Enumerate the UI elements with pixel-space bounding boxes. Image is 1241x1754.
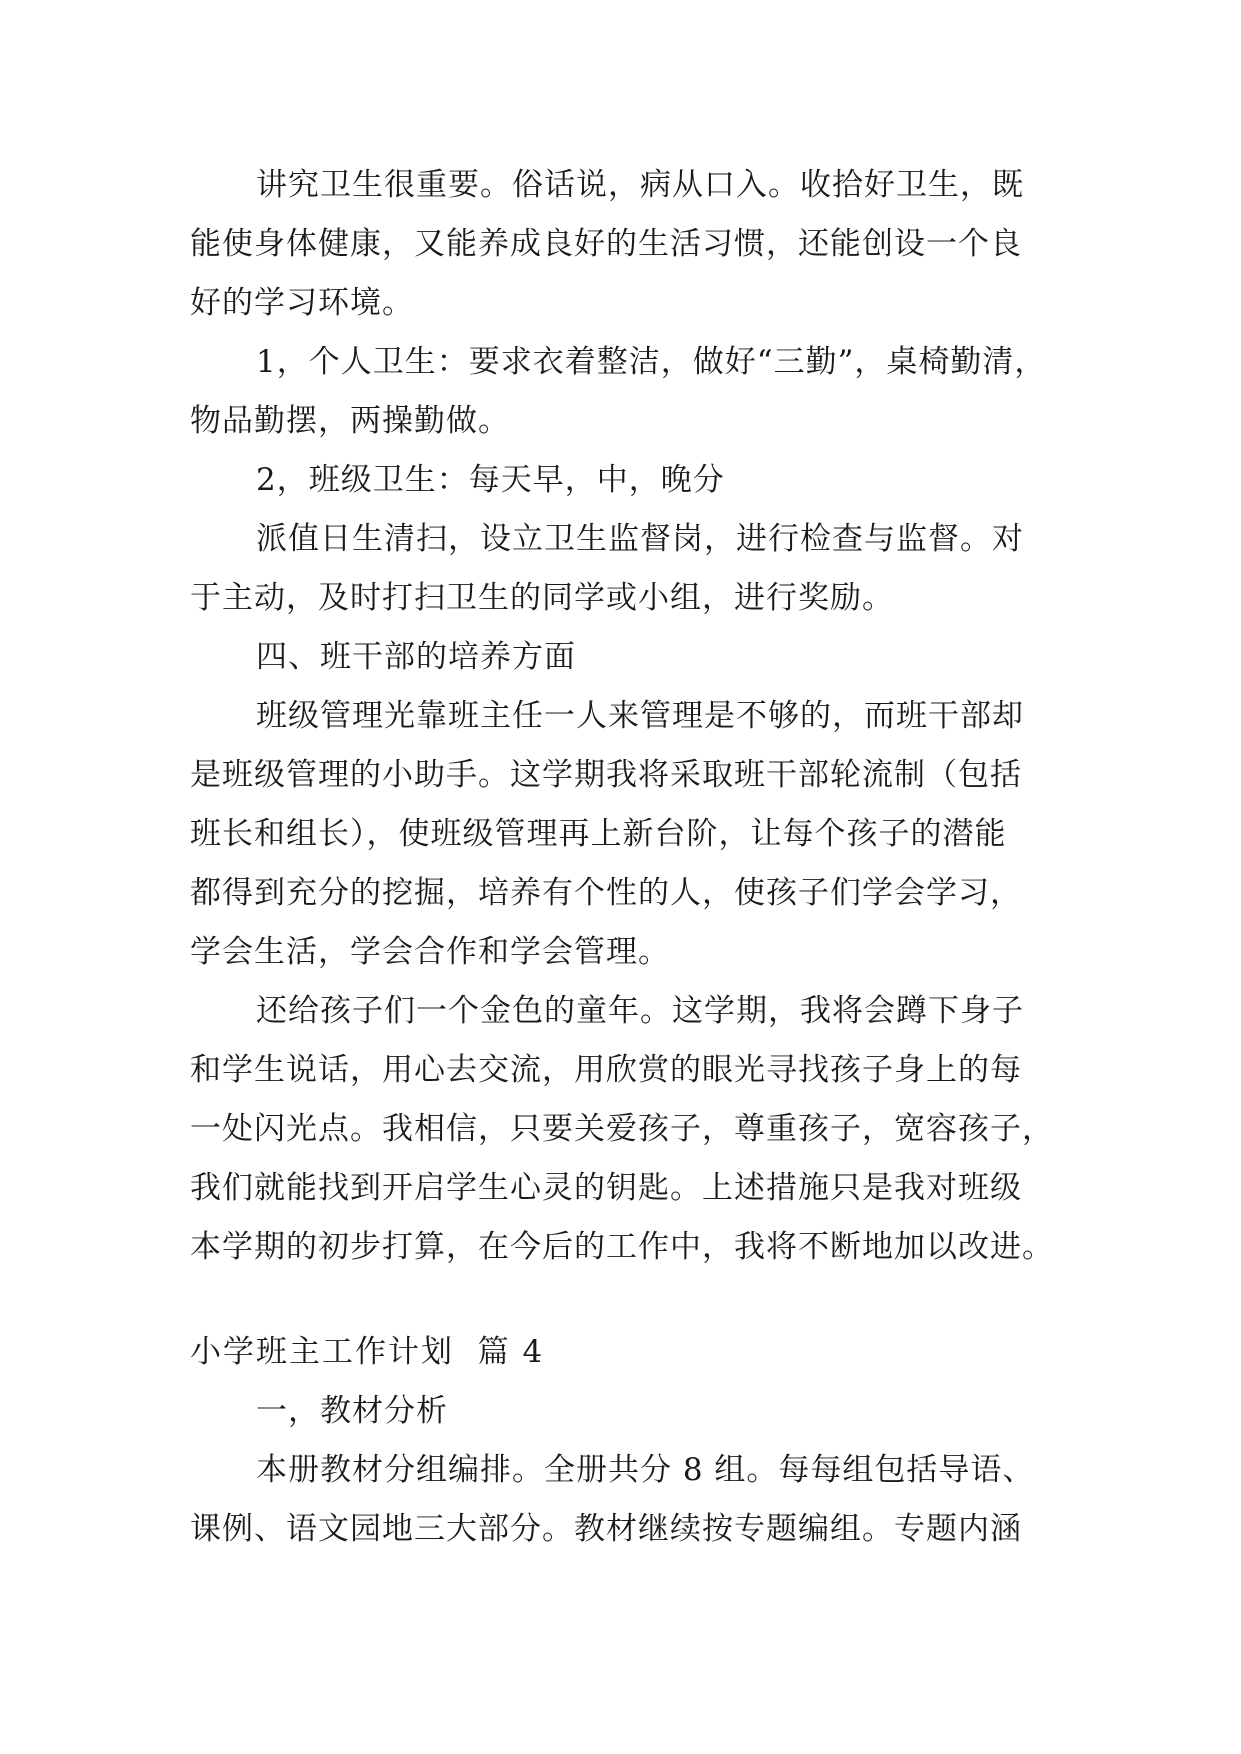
- text-line: 1，个人卫生：要求衣着整洁，做好“三勤”，桌椅勤清，: [256, 344, 1047, 380]
- text-line: 派值日生清扫，设立卫生监督岗，进行检查与监督。对: [256, 521, 1024, 557]
- text-line: 学会生活，学会合作和学会管理。: [190, 934, 670, 970]
- text-line: 课例、语文园地三大部分。教材继续按专题编组。专题内涵: [190, 1511, 1022, 1547]
- text-line: 本册教材分组编排。全册共分 8 组。每每组包括导语、: [256, 1452, 1035, 1488]
- text-line: 物品勤摆，两操勤做。: [190, 403, 510, 439]
- text-line: 一处闪光点。我相信，只要关爱孩子，尊重孩子，宽容孩子，: [190, 1111, 1054, 1147]
- text-line: 于主动，及时打扫卫生的同学或小组，进行奖励。: [190, 580, 894, 616]
- text-line: 本学期的初步打算，在今后的工作中，我将不断地加以改进。: [190, 1229, 1054, 1265]
- text-line: 和学生说话，用心去交流，用欣赏的眼光寻找孩子身上的每: [190, 1052, 1022, 1088]
- text-line: 是班级管理的小助手。这学期我将采取班干部轮流制（包括: [190, 757, 1022, 793]
- text-line: 讲究卫生很重要。俗话说，病从口入。收拾好卫生，既: [256, 167, 1024, 203]
- text-line: 2，班级卫生：每天早，中，晚分: [256, 462, 725, 498]
- subheading: 一，教材分析: [256, 1393, 448, 1429]
- text-line: 还给孩子们一个金色的童年。这学期，我将会蹲下身子: [256, 993, 1024, 1029]
- text-line: 能使身体健康，又能养成良好的生活习惯，还能创设一个良: [190, 226, 1022, 262]
- text-line: 班长和组长），使班级管理再上新台阶，让每个孩子的潜能: [190, 816, 1007, 852]
- text-line: 好的学习环境。: [190, 285, 414, 321]
- text-line: 我们就能找到开启学生心灵的钥匙。上述措施只是我对班级: [190, 1170, 1022, 1206]
- text-line: 班级管理光靠班主任一人来管理是不够的，而班干部却: [256, 698, 1024, 734]
- text-line: 都得到充分的挖掘，培养有个性的人，使孩子们学会学习，: [190, 875, 1022, 911]
- section-title: 小学班主工作计划 篇 4: [190, 1334, 545, 1370]
- subheading: 四、班干部的培养方面: [256, 639, 576, 675]
